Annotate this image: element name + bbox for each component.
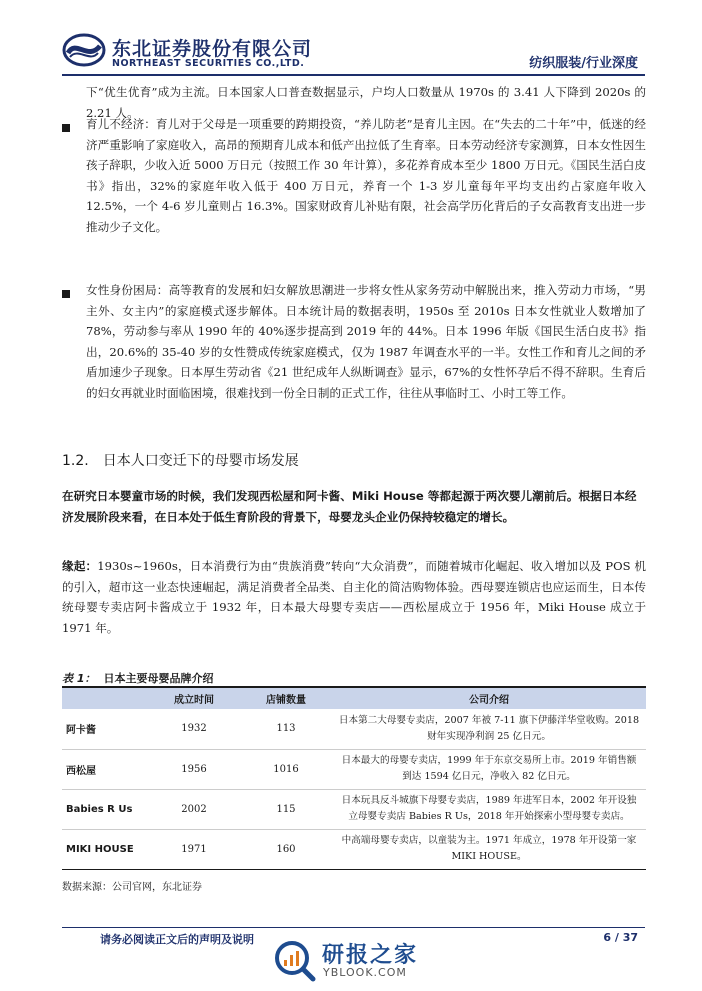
store-count: 113 (240, 709, 332, 749)
brand-table (62, 686, 646, 870)
section-title: 日本人口变迁下的母婴市场发展 (102, 453, 299, 469)
table-header-row (62, 687, 646, 709)
page-number: 6 / 37 (603, 931, 638, 944)
origin-lead: 缘起： (62, 559, 98, 573)
table-caption (62, 670, 213, 686)
section-heading (62, 450, 299, 470)
page-header (0, 0, 702, 82)
table-row (62, 749, 646, 789)
brand-name: 西松屋 (62, 749, 148, 789)
company-name-en: NORTHEAST SECURITIES CO.,LTD. (112, 58, 305, 69)
key-finding-paragraph: 在研究日本婴童市场的时候，我们发现西松屋和阿卡酱、Miki House 等都起源于两次婴儿潮前后。根据日本经济发展阶段来看，在日本处于低生育阶段的背景下，母婴龙头企业仍保持较稳定的增长。 (62, 489, 637, 524)
table-caption-tag: 表 1： (62, 672, 96, 685)
brand-name: 阿卡酱 (62, 709, 148, 749)
footer-divider (62, 927, 645, 928)
company-description: 中高端母婴专卖店，以童装为主。1971 年成立，1978 年开设第一家 MIKI HOUSE。 (332, 829, 646, 869)
origin-paragraph (62, 556, 646, 638)
intro-paragraph: 下“优生优育”成为主流。日本国家人口普查数据显示，户均人口数量从 1970s 的 3.41 人下降到 2020s 的 2.21 人。 (86, 85, 646, 120)
store-count: 1016 (240, 749, 332, 789)
watermark-name: 研报之家 (322, 943, 419, 968)
founded-year: 1956 (148, 749, 240, 789)
brand-name: Babies R Us (62, 789, 148, 829)
table-caption-title: 日本主要母婴品牌介绍 (103, 672, 214, 685)
store-count: 160 (240, 829, 332, 869)
table-header-cell: 店铺数量 (240, 687, 332, 709)
bullet-square-icon (62, 290, 70, 298)
founded-year: 2002 (148, 789, 240, 829)
store-count: 115 (240, 789, 332, 829)
table-header-cell: 公司介绍 (332, 687, 646, 709)
disclaimer-note: 请务必阅读正文后的声明及说明 (100, 933, 254, 946)
watermark-url: YBLOOK.COM (323, 966, 407, 979)
table-row (62, 789, 646, 829)
header-divider (62, 74, 645, 76)
table-header-cell: 成立时间 (148, 687, 240, 709)
company-description: 日本玩具反斗城旗下母婴专卖店，1989 年进军日本，2002 年开设独立母婴专卖店 Babies R Us，2018 年开始探索小型母婴专卖店。 (332, 789, 646, 829)
table-header-cell (62, 687, 148, 709)
bullet-square-icon (62, 124, 70, 132)
watermark-logo-icon (272, 938, 316, 982)
table-row (62, 829, 646, 869)
data-source: 数据来源：公司官网，东北证券 (62, 882, 202, 893)
table-row (62, 709, 646, 749)
brand-name: MIKI HOUSE (62, 829, 148, 869)
origin-text: 1930s~1960s，日本消费行为由“贵族消费”转向“大众消费”，而随着城市化崛起、收入增加以及 POS 机的引入，超市这一业态快速崛起，满足消费者全品类、自主化的简洁购物体验。西母婴连锁店也应运而生，日本传统母婴专卖店阿卡酱成立于 1932 年，日本最大母婴专卖店——西松屋成立于 1956 年，Miki House 成立于 1971 年。 (62, 559, 646, 635)
report-category: 纺织服装/行业深度 (529, 56, 638, 71)
company-description: 日本第二大母婴专卖店，2007 年被 7-11 旗下伊藤洋华堂收购。2018 财年实现净利润 25 亿日元。 (332, 709, 646, 749)
company-logo-icon (62, 33, 106, 67)
section-number: 1.2. (62, 453, 89, 469)
bullet-paragraph-economy: 育儿不经济：育儿对于父母是一项重要的跨期投资，“养儿防老”是育儿主因。在“失去的二十年”中，低迷的经济严重影响了家庭收入，高昂的预期育儿成本和低产出拉低了生育率。日本劳动经济专家测算，日本女性因生孩子辞职，少收入近 5000 万日元（按照工作 30 年计算），多花养育成本至少 1800 万日元。《国民生活白皮书》指出，32%的家庭年收入低于 400 万日元，养育一个 1-3 岁儿童每年平均支出约占家庭年收入 12.5%，一个 4-6 岁儿童则占 16.3%。国家财政育儿补贴有限，社会高学历化背后的子女高教育支出进一步推动少子文化。 (86, 117, 646, 234)
company-name-cn: 东北证券股份有限公司 (112, 38, 313, 60)
founded-year: 1932 (148, 709, 240, 749)
company-description: 日本最大的母婴专卖店，1999 年于东京交易所上市。2019 年销售额到达 1594 亿日元，净收入 82 亿日元。 (332, 749, 646, 789)
founded-year: 1971 (148, 829, 240, 869)
bullet-paragraph-women: 女性身份困局：高等教育的发展和妇女解放思潮进一步将女性从家务劳动中解脱出来，推入劳动力市场，“男主外、女主内”的家庭模式逐步解体。日本统计局的数据表明，1950s 至 2010s 日本女性就业人数增加了 78%，劳动参与率从 1990 年的 40%逐步提高到 2019 年的 44%。日本 1996 年版《国民生活白皮书》指出，20.6%的 35-40 岁的女性赞成传统家庭模式，仅为 1987 年调查水平的一半。女性工作和育儿之间的矛盾加速少子现象。日本厚生劳动省《21 世纪成年人纵断调查》显示，67%的女性怀孕后不得不辞职。生育后的妇女再就业时面临困境，很难找到一份全日制的正式工作，往往从事临时工、小时工等工作。 (86, 283, 646, 400)
